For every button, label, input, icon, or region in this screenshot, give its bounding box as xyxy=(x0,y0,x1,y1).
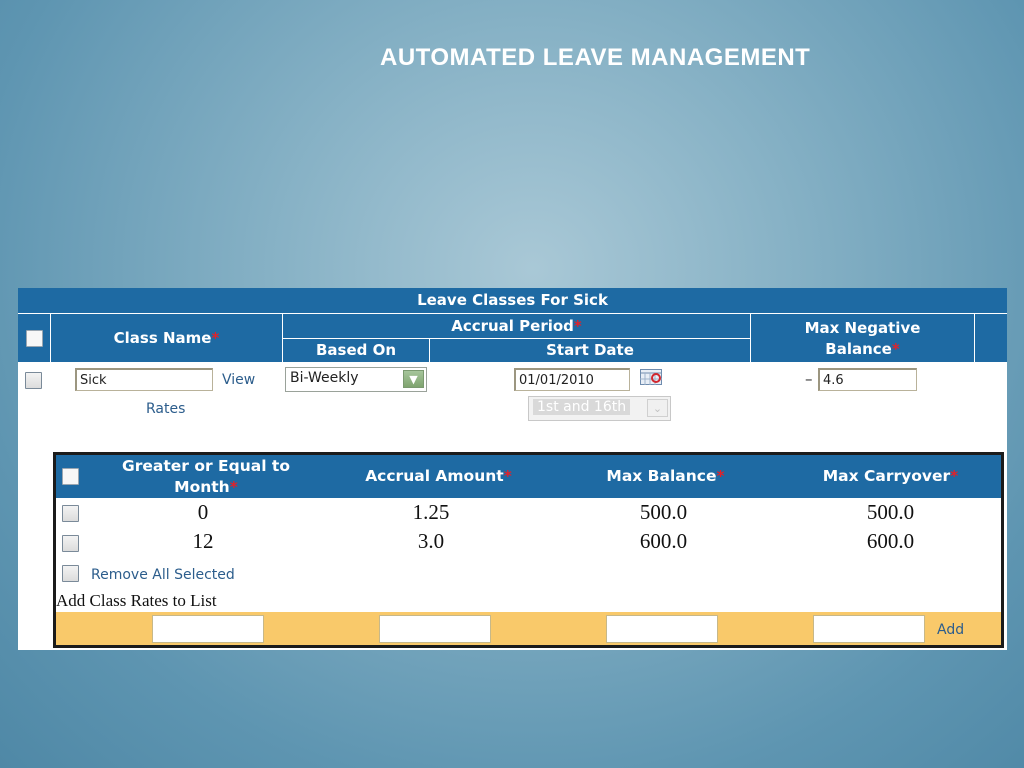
chevron-down-icon[interactable]: ▼ xyxy=(403,370,424,388)
calendar-icon[interactable] xyxy=(640,369,662,385)
panel-caption-text: Leave Classes For Sick xyxy=(417,291,608,309)
greater-or-equal-header: Greater or Equal to Month* xyxy=(122,457,290,496)
accrual-period-header: Accrual Period * xyxy=(451,316,582,335)
new-max-balance-input[interactable] xyxy=(606,615,718,643)
add-rate-link[interactable]: Add xyxy=(937,622,965,638)
rate-cell-accrual: 3.0 xyxy=(417,529,445,553)
add-class-rates-label: Add Class Rates to List xyxy=(56,591,217,610)
rate-cell-max-carryover: 600.0 xyxy=(866,529,915,553)
based-on-value: Bi-Weekly xyxy=(290,370,359,386)
pay-dates-value: 1st and 16th xyxy=(533,399,630,415)
max-negative-balance-input[interactable] xyxy=(818,368,917,391)
select-all-checkbox[interactable] xyxy=(26,330,43,347)
new-accrual-input[interactable] xyxy=(379,615,491,643)
rate-cell-accrual: 1.25 xyxy=(412,500,450,524)
max-negative-balance-header: Max Negative Balance* xyxy=(804,319,921,358)
remove-all-selected-link[interactable]: Remove All Selected xyxy=(91,567,235,583)
remove-all-checkbox[interactable] xyxy=(62,565,79,582)
view-rates-link[interactable]: View xyxy=(222,372,256,388)
class-name-header: Class Name * xyxy=(113,328,220,347)
rates-select-all-checkbox[interactable] xyxy=(62,468,79,485)
rate-row-checkbox[interactable] xyxy=(62,505,79,522)
leave-classes-panel xyxy=(18,288,1007,650)
panel-caption xyxy=(18,288,1007,313)
start-date-input[interactable] xyxy=(514,368,630,391)
new-month-input[interactable] xyxy=(152,615,264,643)
rate-cell-month: 0 xyxy=(197,500,209,524)
pay-dates-select xyxy=(528,396,671,421)
start-date-header: Start Date xyxy=(546,341,634,359)
view-rates-link-line2[interactable]: Rates xyxy=(146,401,186,417)
based-on-select[interactable] xyxy=(285,367,427,392)
max-balance-header: Max Balance * xyxy=(606,467,725,485)
add-rate-bar xyxy=(56,612,1001,645)
row-select-checkbox[interactable] xyxy=(25,372,42,389)
rate-cell-max-carryover: 500.0 xyxy=(866,500,915,524)
chevron-down-icon: ⌄ xyxy=(647,399,668,417)
rate-row-checkbox[interactable] xyxy=(62,535,79,552)
accrual-amount-header: Accrual Amount * xyxy=(365,467,512,485)
rate-cell-month: 12 xyxy=(192,529,214,553)
rate-cell-max-balance: 500.0 xyxy=(639,500,688,524)
slide-title: AUTOMATED LEAVE MANAGEMENT xyxy=(380,44,811,71)
based-on-header: Based On xyxy=(315,341,397,359)
class-name-input[interactable] xyxy=(75,368,213,391)
negative-sign: – xyxy=(805,370,813,388)
class-rates-table xyxy=(53,452,1004,648)
max-carryover-header: Max Carryover * xyxy=(822,467,959,485)
rate-cell-max-balance: 600.0 xyxy=(639,529,688,553)
new-max-carryover-input[interactable] xyxy=(813,615,925,643)
